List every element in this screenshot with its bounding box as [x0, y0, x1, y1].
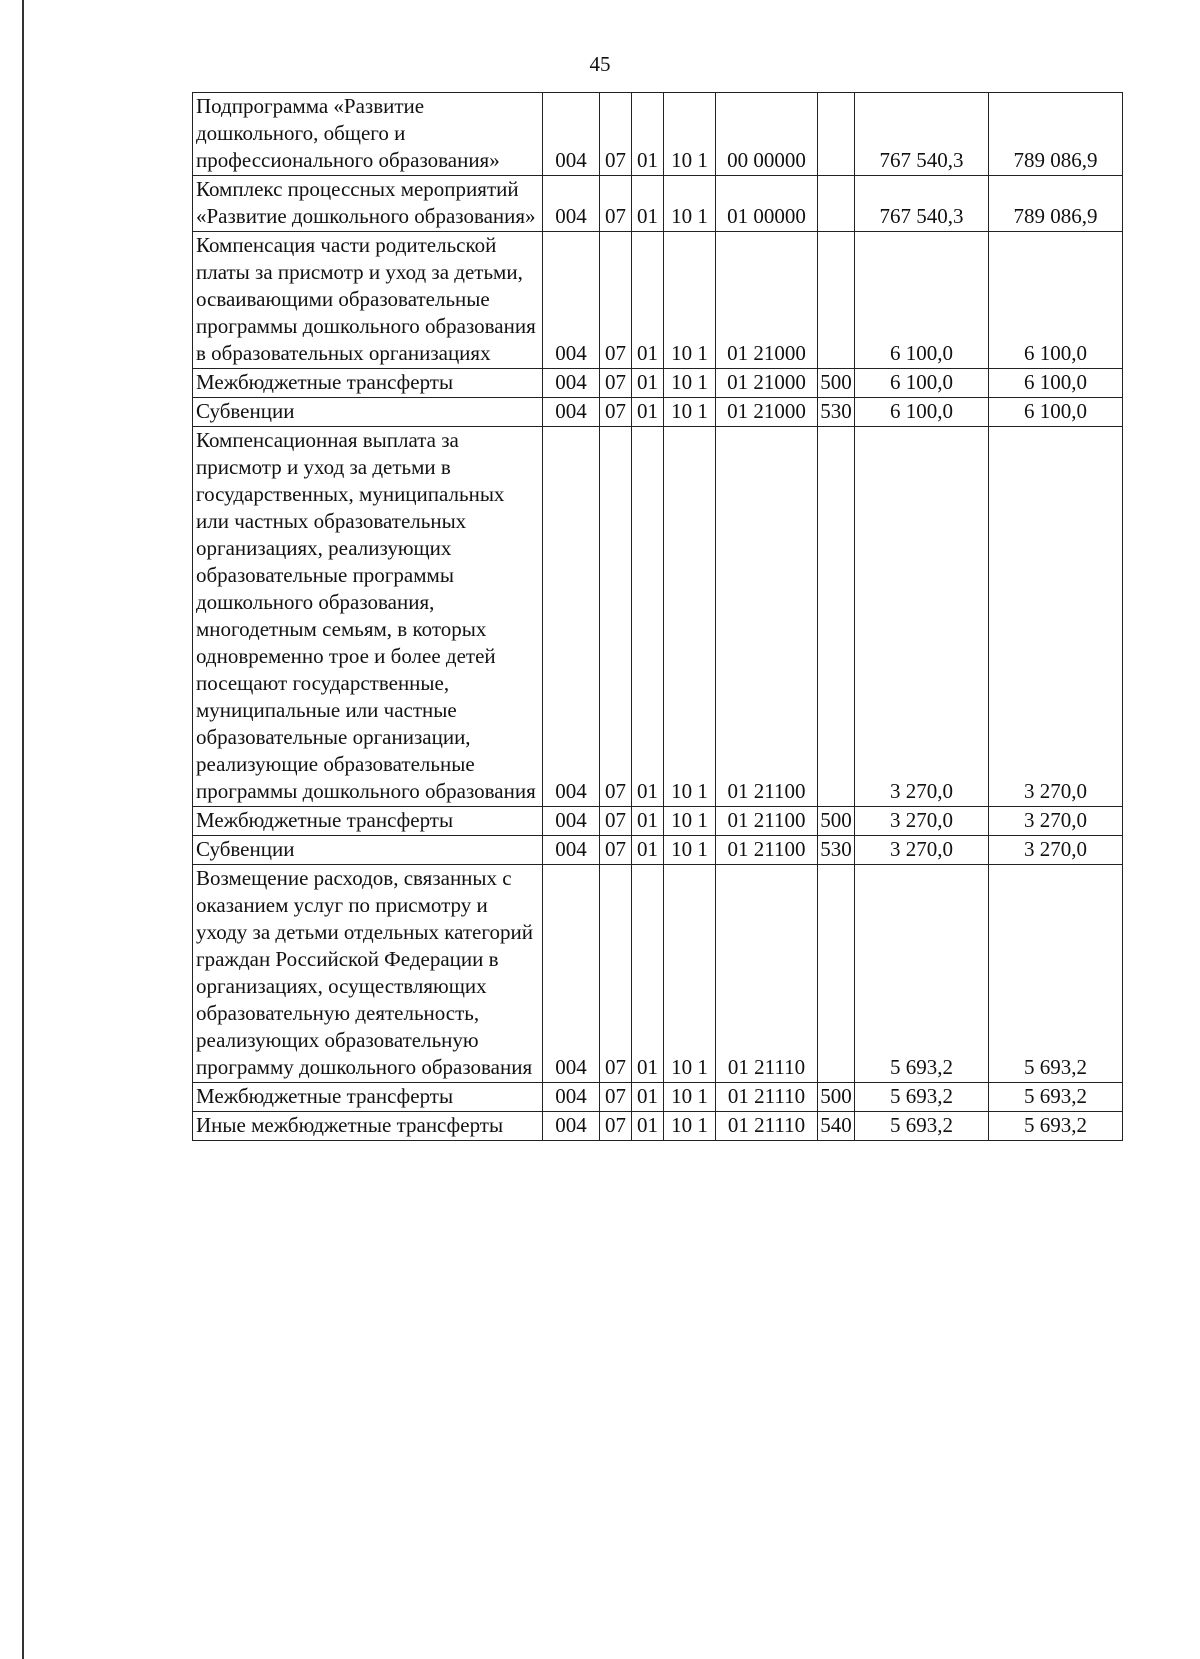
ministry-code-cell: 004	[543, 1112, 600, 1141]
sum-year1-cell: 3 270,0	[855, 427, 989, 807]
subsection-code-cell: 01	[632, 369, 664, 398]
section-code-cell: 07	[600, 1112, 632, 1141]
ministry-code-cell: 004	[543, 836, 600, 865]
subsection-code-cell: 01	[632, 1083, 664, 1112]
subsection-code-cell: 01	[632, 93, 664, 176]
section-code-cell: 07	[600, 807, 632, 836]
sum-year2-cell: 5 693,2	[989, 1083, 1123, 1112]
section-code-cell: 07	[600, 865, 632, 1083]
sum-year2-cell: 5 693,2	[989, 865, 1123, 1083]
expense-type-code-cell: 500	[818, 807, 855, 836]
program-code-cell: 10 1	[664, 1083, 716, 1112]
table-row	[193, 836, 1123, 865]
table-row	[193, 807, 1123, 836]
section-code-cell: 07	[600, 427, 632, 807]
program-code-cell: 10 1	[664, 1112, 716, 1141]
expense-type-code-cell: 530	[818, 398, 855, 427]
program-code-cell: 10 1	[664, 398, 716, 427]
section-code-cell: 07	[600, 836, 632, 865]
sum-year2-cell: 3 270,0	[989, 807, 1123, 836]
table-row	[193, 398, 1123, 427]
page-number: 45	[589, 52, 611, 76]
row-name-cell: Компенсационная выплата за присмотр и уход за детьми в государственных, муниципальных или частных образовательных организациях, реализующих образовательные программы дошкольного образования, многодетным семьям, в которых одновременно трое и более детей посещают государственные, муниципальные или частные образовательные организации, реализующие образовательные программы дошкольного образования	[193, 427, 543, 807]
target-code-cell: 00 00000	[716, 93, 818, 176]
subsection-code-cell: 01	[632, 1112, 664, 1141]
subsection-code-cell: 01	[632, 807, 664, 836]
row-name-cell: Подпрограмма «Развитие дошкольного, общего и профессионального образования»	[193, 93, 543, 176]
sum-year2-cell: 5 693,2	[989, 1112, 1123, 1141]
program-code-cell: 10 1	[664, 836, 716, 865]
row-name-cell: Межбюджетные трансферты	[193, 1083, 543, 1112]
expense-type-code-cell	[818, 232, 855, 369]
sum-year2-cell: 6 100,0	[989, 398, 1123, 427]
sum-year2-cell: 789 086,9	[989, 176, 1123, 232]
table-row	[193, 1112, 1123, 1141]
sum-year2-cell: 3 270,0	[989, 836, 1123, 865]
budget-table	[192, 92, 1123, 1141]
expense-type-code-cell: 500	[818, 369, 855, 398]
target-code-cell: 01 21100	[716, 807, 818, 836]
ministry-code-cell: 004	[543, 93, 600, 176]
row-name-cell: Межбюджетные трансферты	[193, 807, 543, 836]
row-name-cell: Межбюджетные трансферты	[193, 369, 543, 398]
ministry-code-cell: 004	[543, 427, 600, 807]
sum-year1-cell: 3 270,0	[855, 836, 989, 865]
program-code-cell: 10 1	[664, 865, 716, 1083]
sum-year1-cell: 767 540,3	[855, 176, 989, 232]
row-name-cell: Субвенции	[193, 836, 543, 865]
row-name-cell: Иные межбюджетные трансферты	[193, 1112, 543, 1141]
expense-type-code-cell: 540	[818, 1112, 855, 1141]
subsection-code-cell: 01	[632, 232, 664, 369]
table-row	[193, 369, 1123, 398]
section-code-cell: 07	[600, 398, 632, 427]
ministry-code-cell: 004	[543, 232, 600, 369]
target-code-cell: 01 21000	[716, 232, 818, 369]
program-code-cell: 10 1	[664, 93, 716, 176]
target-code-cell: 01 21100	[716, 427, 818, 807]
target-code-cell: 01 21000	[716, 398, 818, 427]
sum-year1-cell: 5 693,2	[855, 865, 989, 1083]
target-code-cell: 01 21000	[716, 369, 818, 398]
target-code-cell: 01 21110	[716, 1083, 818, 1112]
expense-type-code-cell	[818, 93, 855, 176]
table-row	[193, 865, 1123, 1083]
section-code-cell: 07	[600, 369, 632, 398]
sum-year2-cell: 6 100,0	[989, 232, 1123, 369]
ministry-code-cell: 004	[543, 176, 600, 232]
program-code-cell: 10 1	[664, 427, 716, 807]
sum-year1-cell: 5 693,2	[855, 1112, 989, 1141]
scan-edge-line	[22, 0, 24, 1659]
program-code-cell: 10 1	[664, 807, 716, 836]
ministry-code-cell: 004	[543, 1083, 600, 1112]
sum-year2-cell: 789 086,9	[989, 93, 1123, 176]
budget-table-body	[193, 93, 1123, 1141]
target-code-cell: 01 21100	[716, 836, 818, 865]
table-row	[193, 1083, 1123, 1112]
ministry-code-cell: 004	[543, 865, 600, 1083]
sum-year1-cell: 6 100,0	[855, 232, 989, 369]
expense-type-code-cell: 530	[818, 836, 855, 865]
expense-type-code-cell	[818, 865, 855, 1083]
expense-type-code-cell: 500	[818, 1083, 855, 1112]
program-code-cell: 10 1	[664, 369, 716, 398]
sum-year1-cell: 6 100,0	[855, 398, 989, 427]
subsection-code-cell: 01	[632, 398, 664, 427]
target-code-cell: 01 21110	[716, 865, 818, 1083]
section-code-cell: 07	[600, 93, 632, 176]
ministry-code-cell: 004	[543, 807, 600, 836]
program-code-cell: 10 1	[664, 176, 716, 232]
program-code-cell: 10 1	[664, 232, 716, 369]
subsection-code-cell: 01	[632, 836, 664, 865]
ministry-code-cell: 004	[543, 398, 600, 427]
sum-year1-cell: 3 270,0	[855, 807, 989, 836]
target-code-cell: 01 21110	[716, 1112, 818, 1141]
table-row	[193, 427, 1123, 807]
row-name-cell: Субвенции	[193, 398, 543, 427]
subsection-code-cell: 01	[632, 176, 664, 232]
table-row	[193, 93, 1123, 176]
expense-type-code-cell	[818, 176, 855, 232]
subsection-code-cell: 01	[632, 427, 664, 807]
row-name-cell: Возмещение расходов, связанных с оказанием услуг по присмотру и уходу за детьми отдельных категорий граждан Российской Федерации в организациях, осуществляющих образовательную деятельность, реализующих образовательную программу дошкольного образования	[193, 865, 543, 1083]
section-code-cell: 07	[600, 232, 632, 369]
sum-year1-cell: 6 100,0	[855, 369, 989, 398]
subsection-code-cell: 01	[632, 865, 664, 1083]
sum-year2-cell: 3 270,0	[989, 427, 1123, 807]
row-name-cell: Комплекс процессных мероприятий «Развитие дошкольного образования»	[193, 176, 543, 232]
target-code-cell: 01 00000	[716, 176, 818, 232]
row-name-cell: Компенсация части родительской платы за присмотр и уход за детьми, осваивающими образовательные программы дошкольного образования в образовательных организациях	[193, 232, 543, 369]
sum-year1-cell: 767 540,3	[855, 93, 989, 176]
table-row	[193, 232, 1123, 369]
sum-year1-cell: 5 693,2	[855, 1083, 989, 1112]
sum-year2-cell: 6 100,0	[989, 369, 1123, 398]
expense-type-code-cell	[818, 427, 855, 807]
ministry-code-cell: 004	[543, 369, 600, 398]
table-row	[193, 176, 1123, 232]
section-code-cell: 07	[600, 176, 632, 232]
section-code-cell: 07	[600, 1083, 632, 1112]
